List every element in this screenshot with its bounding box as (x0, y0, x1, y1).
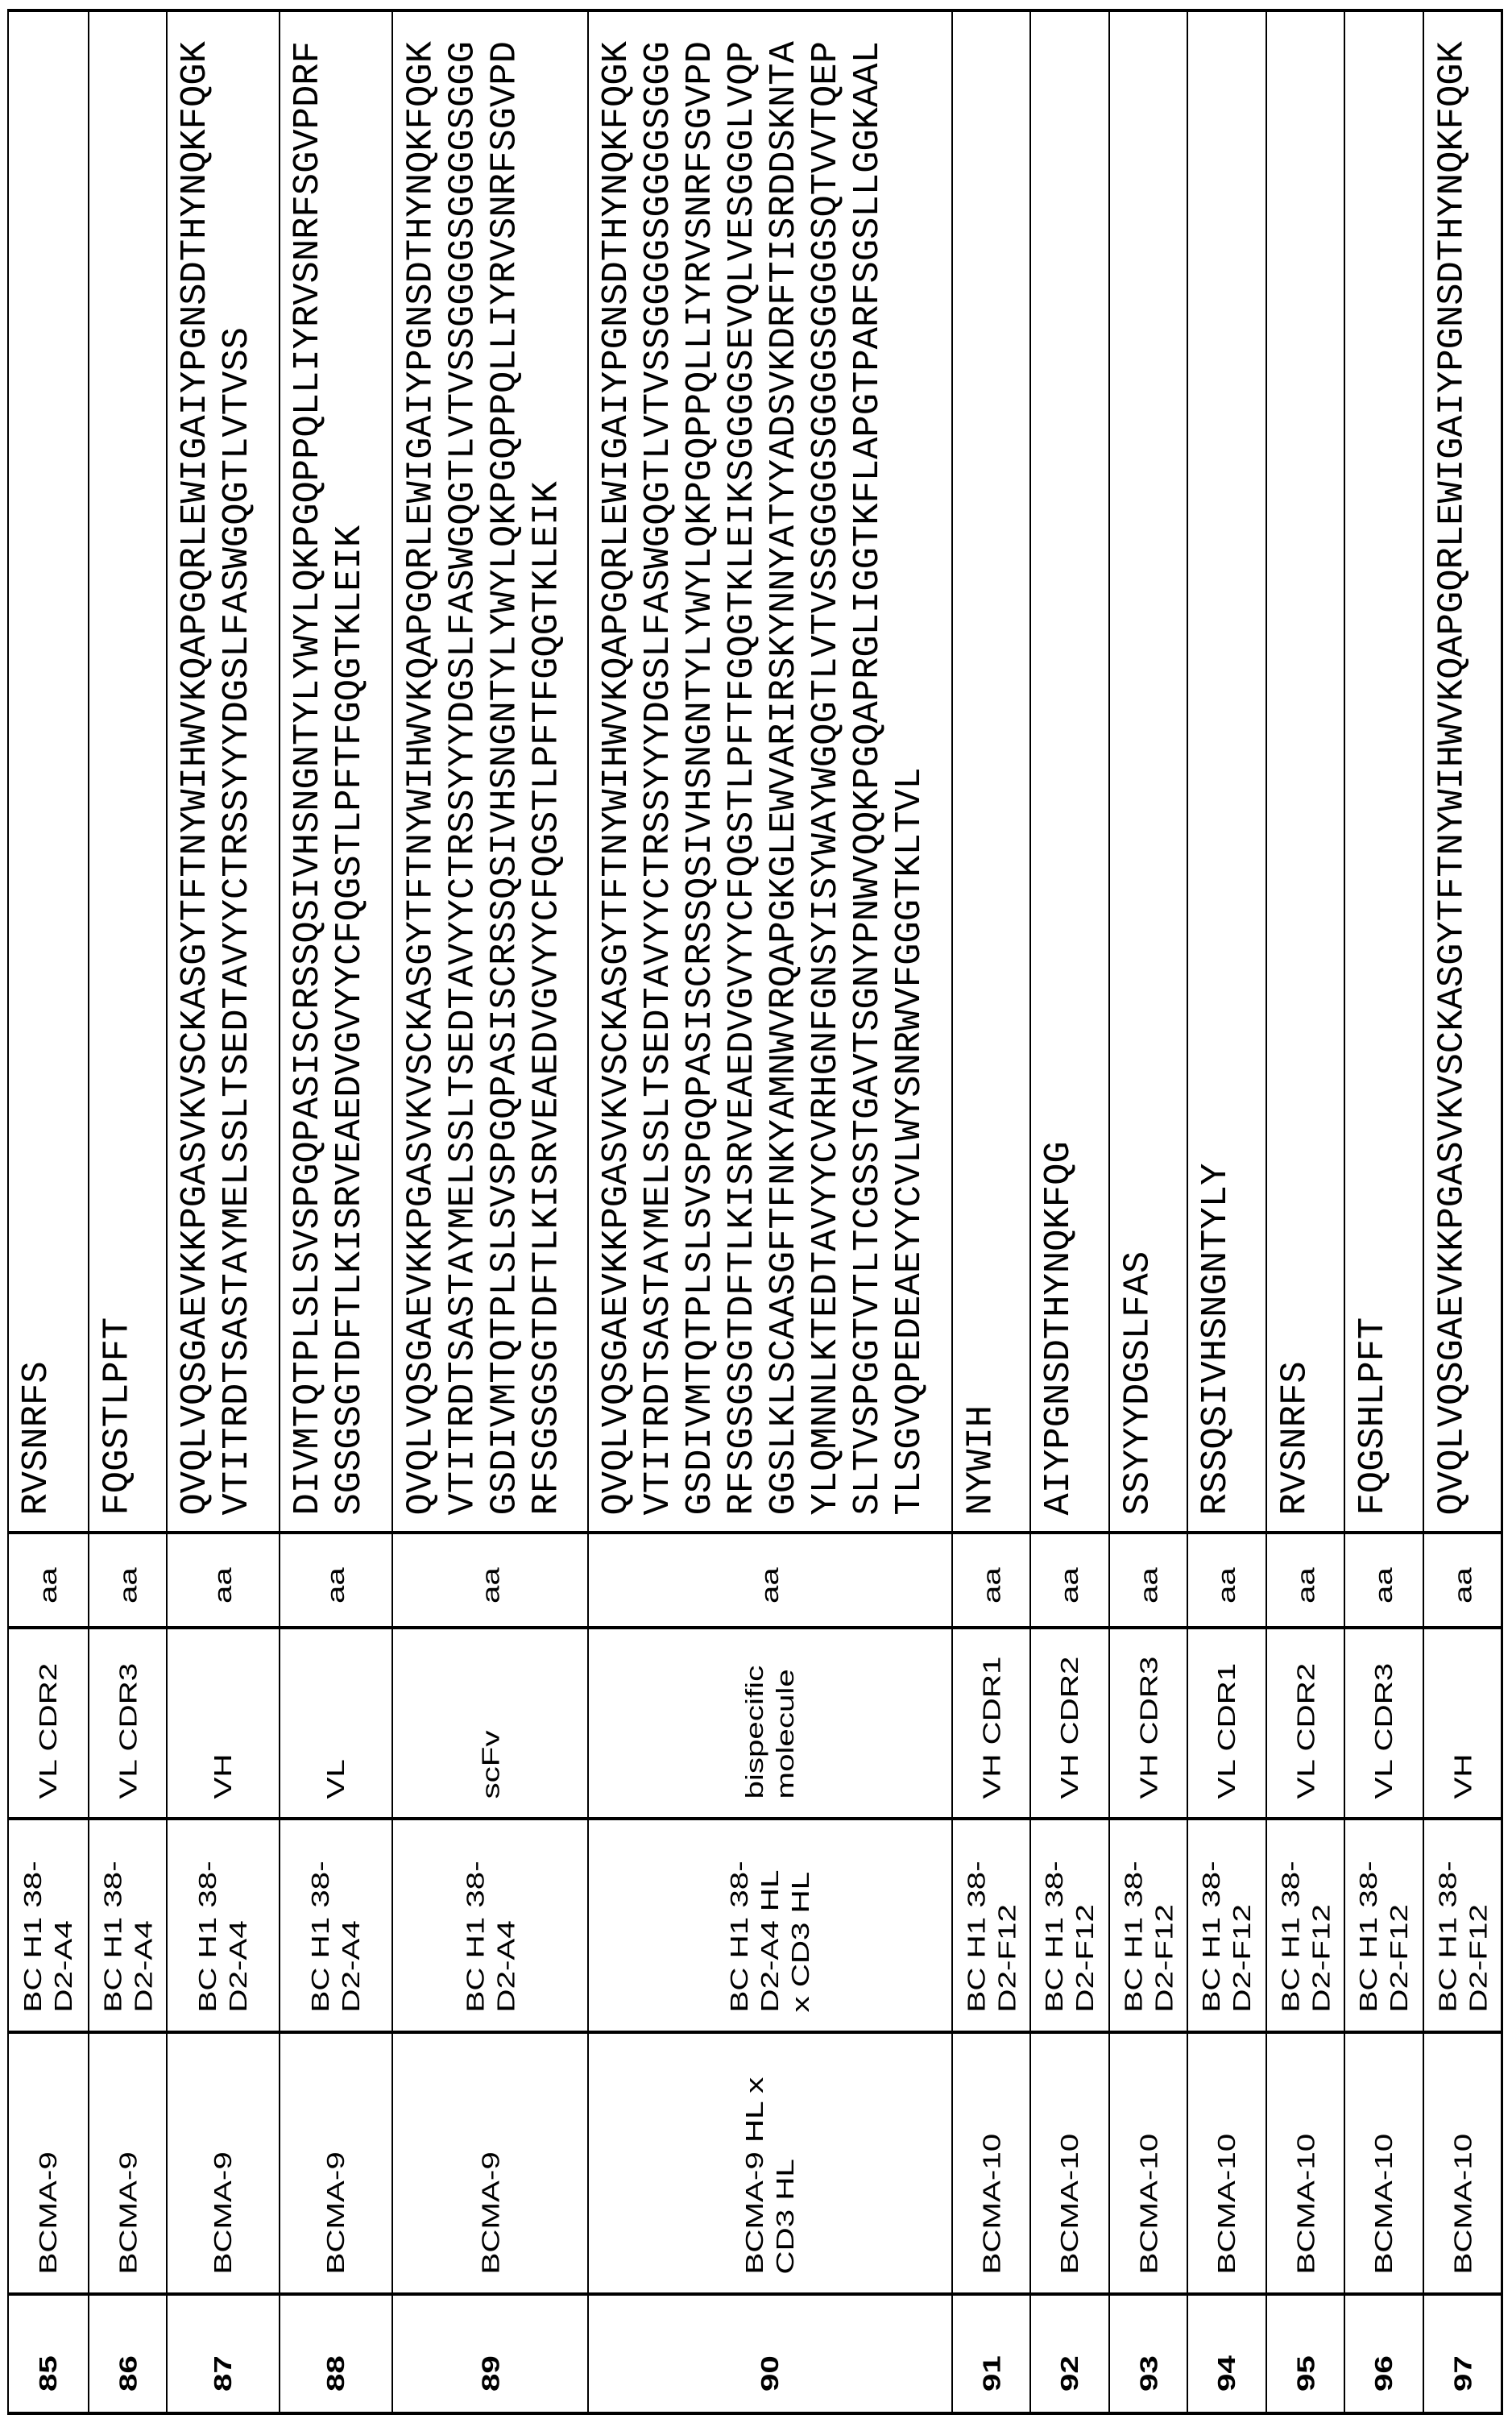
sequence-text: RVSNRFS (15, 1360, 57, 1515)
target-text: BCMA-10 (1369, 2133, 1398, 2274)
antibody-cell (167, 1819, 280, 2032)
region-text: VL CDR3 (1369, 1662, 1398, 1799)
sequence-text: DIVMTQTPLSLSVSPGQPASISCRSSQSIVHSNGNTYLYWYLQKPGQPPQLLIYRVSNRFSGVPDRF SGSGSGTDFTLKISRVEAEDVGVYYCFQGSTLPFTFGQGTKLEIK (287, 40, 371, 1515)
sequence-text: QVQLVQSGAEVKKPGASVKVSCKASGYTFTNYWIHWVKQAPGQRLEWIGAIYPGNSDTHYNQKFQGK VTITRDTSASTAYMELSSLTSEDTAVYYCTRSSYYYDGSLFASWGQGTLVTVSSGGGGSGGGGSGGG GSDIVMTQTPLSLSVSPGQPASISCRSSQSIVHSNGNTYLYWYLQKPGQPPQLLIYRVSNRFSGVPD RFSGSGSGTDFTLKISRVEAEDVGVYYCFQGSTLPFTFGQGTKLEIK (400, 40, 567, 1515)
sequence-text: RVSNRFS (1274, 1360, 1315, 1515)
antibody-cell (1109, 1819, 1187, 2032)
antibody-text: BC H1 38- D2-A4 (193, 1860, 252, 2012)
seq-id-text: 90 (756, 2355, 784, 2392)
region-text: VH CDR1 (976, 1656, 1005, 1799)
sequence-cell (1187, 10, 1266, 1533)
region-cell (89, 1628, 167, 1819)
antibody-text: BC H1 38- D2-F12 (961, 1860, 1021, 2012)
type-cell (89, 1533, 167, 1628)
sequence-cell (8, 10, 89, 1533)
region-cell (280, 1628, 392, 1819)
seq-id-text: 94 (1212, 2355, 1241, 2392)
target-cell (167, 2032, 280, 2294)
target-text: BCMA-10 (1133, 2133, 1162, 2274)
sequence-cell (89, 10, 167, 1533)
antibody-cell (280, 1819, 392, 2032)
type-text: aa (209, 1567, 237, 1604)
antibody-cell (588, 1819, 952, 2032)
seq-id-cell (1109, 2294, 1187, 2413)
sequence-text: QVQLVQSGAEVKKPGASVKVSCKASGYTFTNYWIHWVKQAPGQRLEWIGAIYPGNSDTHYNQKFQGK VTITRDTSASTAYMELSSLTSEDTAVYYCTRSSYYYDGSLFASWGQGTLVTVSSGGGGSGGGGSGGG GSDIVMTQTPLSLSVSPGQPASISCRSSQSIVHSNGNTYLYWYLQKPGQPPQLLIYRVSNRFSGVPD RFSGSGSGTDFTLKISRVEAEDVGVYYCFQGSTLPFTFGQGTKLEIKSGGGGSEVQLVESGGGLVQP GGSLKLSCAASGFTFNKYAMNWVRQAPGKGLEWVARIRSKYNNYATYYADSVKDRFTISRDDSKNTA YLQMNNLKTEDTAVYYCVRHGNFGNSYISYWAYWGQGTLVTVSSGGGGSGGGGSGGGGSQTVVTQEP SLTVSPGGTVTLTCGSSTGAVTSGNYPNWVQQKPGQAPRGLIGGTKFLAPGTPARFSGSLLGGKAAL TLSGVQPEDEAEYYCVLWYSNRWVFGGGTKLTVL (595, 40, 930, 1515)
region-text: VH (209, 1753, 237, 1799)
target-text: BCMA-10 (976, 2133, 1005, 2274)
seq-id-cell (1030, 2294, 1109, 2413)
type-cell (1344, 1533, 1423, 1628)
type-text: aa (321, 1567, 350, 1604)
antibody-text: BC H1 38- D2-F12 (1040, 1860, 1099, 2012)
sequence-text: QVQLVQSGAEVKKPGASVKVSCKASGYTFTNYWIHWVKQAPGQRLEWIGAIYPGNSDTHYNQKFQGK (1431, 40, 1473, 1515)
type-text: aa (756, 1567, 784, 1604)
sequence-cell (1423, 10, 1502, 1533)
target-text: BCMA-9 (113, 2151, 142, 2274)
sequence-cell (1030, 10, 1109, 1533)
antibody-cell (1030, 1819, 1109, 2032)
table-row-95 (1266, 0, 1344, 2423)
antibody-text: BC H1 38- D2-F12 (1354, 1860, 1413, 2012)
antibody-text: BC H1 38- D2-A4 HL x CD3 HL (725, 1860, 814, 2012)
seq-id-cell (1344, 2294, 1423, 2413)
target-text: BCMA-10 (1212, 2133, 1241, 2274)
seq-id-text: 88 (321, 2355, 350, 2392)
table-row-91 (952, 0, 1030, 2423)
type-cell (1109, 1533, 1187, 1628)
antibody-text: BC H1 38- D2-F12 (1275, 1860, 1335, 2012)
target-text: BCMA-9 (475, 2151, 504, 2274)
antibody-text: BC H1 38- D2-F12 (1118, 1860, 1178, 2012)
type-text: aa (1055, 1567, 1083, 1604)
antibody-cell (1187, 1819, 1266, 2032)
table-row-85 (8, 0, 89, 2423)
sequence-text: FQGSTLPFT (96, 1317, 138, 1515)
region-cell (1109, 1628, 1187, 1819)
seq-id-text: 96 (1369, 2355, 1398, 2392)
seq-id-text: 92 (1055, 2355, 1083, 2392)
table-row-87 (167, 0, 280, 2423)
antibody-text: BC H1 38- D2-F12 (1432, 1860, 1492, 2012)
region-cell (1030, 1628, 1109, 1819)
antibody-text: BC H1 38- D2-A4 (460, 1860, 520, 2012)
target-cell (392, 2032, 588, 2294)
region-cell (167, 1628, 280, 1819)
table-row-93 (1109, 0, 1187, 2423)
type-text: aa (113, 1567, 142, 1604)
region-cell (1266, 1628, 1344, 1819)
sequence-text: AIYPGNSDTHYNQKFQG (1038, 1140, 1079, 1515)
seq-id-text: 97 (1448, 2355, 1477, 2392)
region-cell (1344, 1628, 1423, 1819)
type-cell (8, 1533, 89, 1628)
seq-id-cell (588, 2294, 952, 2413)
sequence-cell (1266, 10, 1344, 1533)
seq-id-cell (280, 2294, 392, 2413)
region-text: VH CDR3 (1133, 1656, 1162, 1799)
target-text: BCMA-9 HL x CD3 HL (740, 2077, 799, 2274)
seq-id-cell (1423, 2294, 1502, 2413)
antibody-text: BC H1 38- D2-A4 (306, 1860, 365, 2012)
antibody-cell (952, 1819, 1030, 2032)
region-cell (8, 1628, 89, 1819)
seq-id-cell (1187, 2294, 1266, 2413)
antibody-cell (392, 1819, 588, 2032)
type-cell (280, 1533, 392, 1628)
table-row-86 (89, 0, 167, 2423)
target-cell (1423, 2032, 1502, 2294)
seq-id-text: 86 (113, 2355, 142, 2392)
antibody-cell (1344, 1819, 1423, 2032)
sequence-text: RSSQSIVHSNGNTYLY (1195, 1163, 1237, 1515)
type-cell (1423, 1533, 1502, 1628)
antibody-cell (1266, 1819, 1344, 2032)
target-text: BCMA-10 (1055, 2133, 1083, 2274)
region-cell (952, 1628, 1030, 1819)
type-cell (952, 1533, 1030, 1628)
antibody-cell (1423, 1819, 1502, 2032)
seq-id-text: 93 (1133, 2355, 1162, 2392)
target-cell (1030, 2032, 1109, 2294)
seq-id-text: 89 (475, 2355, 504, 2392)
sequence-text: SSYYYDGSLFAS (1116, 1251, 1158, 1515)
target-cell (8, 2032, 89, 2294)
region-text: VL (321, 1758, 350, 1799)
region-cell (1423, 1628, 1502, 1819)
target-cell (89, 2032, 167, 2294)
seq-id-text: 91 (976, 2355, 1005, 2392)
table-row-96 (1344, 0, 1423, 2423)
seq-id-cell (89, 2294, 167, 2413)
target-cell (1187, 2032, 1266, 2294)
type-text: aa (34, 1567, 62, 1604)
target-cell (1109, 2032, 1187, 2294)
region-text: scFv (475, 1729, 504, 1799)
sequence-cell (1109, 10, 1187, 1533)
seq-id-text: 95 (1290, 2355, 1319, 2392)
target-cell (952, 2032, 1030, 2294)
type-text: aa (1448, 1567, 1477, 1604)
sequence-cell (280, 10, 392, 1533)
region-text: VL CDR3 (113, 1662, 142, 1799)
type-text: aa (1290, 1567, 1319, 1604)
sequence-cell (588, 10, 952, 1533)
seq-id-cell (392, 2294, 588, 2413)
sequence-cell (1344, 10, 1423, 1533)
target-text: BCMA-10 (1448, 2133, 1477, 2274)
target-cell (1266, 2032, 1344, 2294)
region-text: VH (1448, 1753, 1477, 1799)
type-cell (392, 1533, 588, 1628)
table-row-97 (1423, 0, 1502, 2423)
sequence-cell (167, 10, 280, 1533)
type-cell (1187, 1533, 1266, 1628)
seq-id-text: 85 (34, 2355, 62, 2392)
seq-id-text: 87 (209, 2355, 237, 2392)
target-text: BCMA-10 (1290, 2133, 1319, 2274)
sequence-text: FQGSHLPFT (1352, 1317, 1394, 1515)
region-text: VL CDR1 (1212, 1662, 1241, 1799)
region-text: bispecific molecule (740, 1665, 799, 1799)
target-text: BCMA-9 (34, 2151, 62, 2274)
type-text: aa (475, 1567, 504, 1604)
type-text: aa (1133, 1567, 1162, 1604)
antibody-text: BC H1 38- D2-A4 (19, 1860, 77, 2012)
seq-id-cell (167, 2294, 280, 2413)
region-text: VL CDR2 (1290, 1662, 1319, 1799)
region-text: VL CDR2 (34, 1662, 62, 1799)
type-cell (1030, 1533, 1109, 1628)
table-row-92 (1030, 0, 1109, 2423)
target-text: BCMA-9 (321, 2151, 350, 2274)
sequence-text: NYWIH (959, 1404, 1001, 1515)
type-text: aa (976, 1567, 1005, 1604)
sequence-cell (392, 10, 588, 1533)
table-row-88 (280, 0, 392, 2423)
type-text: aa (1369, 1567, 1398, 1604)
antibody-text: BC H1 38- D2-A4 (97, 1860, 157, 2012)
target-cell (1344, 2032, 1423, 2294)
sequence-text: QVQLVQSGAEVKKPGASVKVSCKASGYTFTNYWIHWVKQAPGQRLEWIGAIYPGNSDTHYNQKFQGK VTITRDTSASTAYMELSSLTSEDTAVYYCTRSSYYYDGSLFASWGQGTLVTVSS (174, 40, 258, 1515)
target-text: BCMA-9 (209, 2151, 237, 2274)
region-cell (1187, 1628, 1266, 1819)
target-cell (588, 2032, 952, 2294)
antibody-text: BC H1 38- D2-F12 (1197, 1860, 1256, 2012)
type-cell (167, 1533, 280, 1628)
seq-id-cell (952, 2294, 1030, 2413)
table-row-89 (392, 0, 588, 2423)
type-cell (1266, 1533, 1344, 1628)
antibody-cell (89, 1819, 167, 2032)
type-cell (588, 1533, 952, 1628)
region-text: VH CDR2 (1055, 1656, 1083, 1799)
region-cell (588, 1628, 952, 1819)
table-row-90 (588, 0, 952, 2423)
seq-id-cell (8, 2294, 89, 2413)
table-row-94 (1187, 0, 1266, 2423)
type-text: aa (1212, 1567, 1241, 1604)
target-cell (280, 2032, 392, 2294)
antibody-cell (8, 1819, 89, 2032)
seq-id-cell (1266, 2294, 1344, 2413)
sequence-cell (952, 10, 1030, 1533)
region-cell (392, 1628, 588, 1819)
